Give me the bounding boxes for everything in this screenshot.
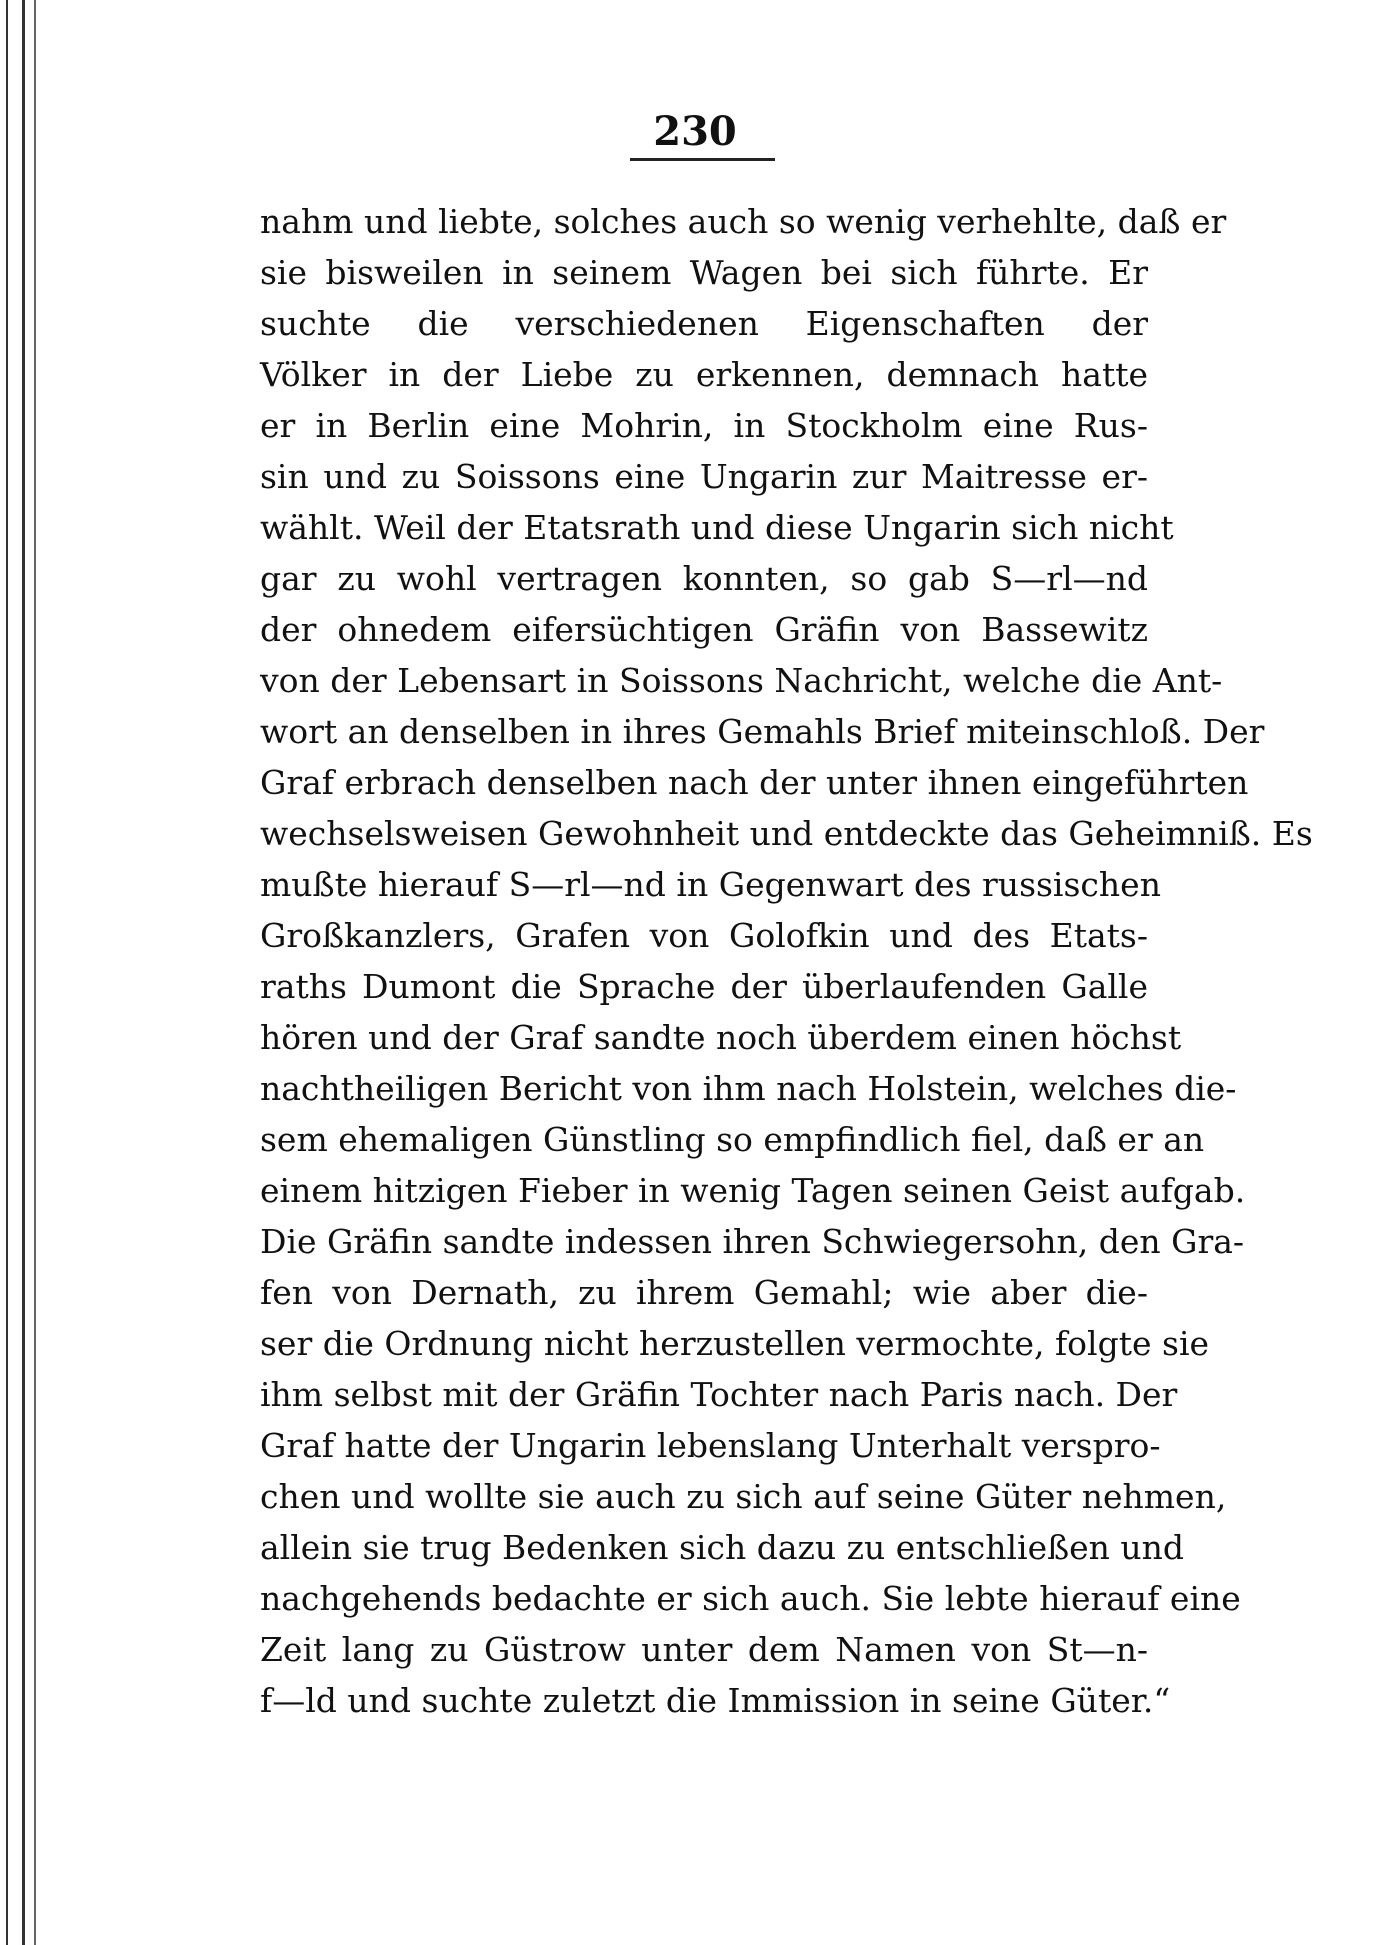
text-line: raths Dumont die Sprache der überlaufenden Galle [260, 967, 1148, 1006]
text-line: nahm und liebte, solches auch so wenig verhehlte, daß er [260, 202, 1227, 241]
text-line: sin und zu Soissons eine Ungarin zur Maitresse er- [260, 457, 1148, 496]
text-line: sem ehemaligen Günstling so empfindlich fiel, daß er an [260, 1120, 1205, 1159]
text-line: der ohnedem eifersüchtigen Gräfin von Bassewitz [260, 610, 1148, 649]
text-line: Zeit lang zu Güstrow unter dem Namen von St—n- [260, 1630, 1148, 1669]
text-line: chen und wollte sie auch zu sich auf seine Güter nehmen, [260, 1477, 1227, 1516]
text-line: von der Lebensart in Soissons Nachricht, welche die Ant- [260, 661, 1223, 700]
text-line: einem hitzigen Fieber in wenig Tagen seinen Geist aufgab. [260, 1171, 1246, 1210]
text-line: Großkanzlers, Grafen von Golofkin und des Etats- [260, 916, 1148, 955]
text-line: ser die Ordnung nicht herzustellen vermochte, folgte sie [260, 1324, 1210, 1363]
text-line: wort an denselben in ihres Gemahls Brief miteinschloß. Der [260, 712, 1265, 751]
text-line: hören und der Graf sandte noch überdem einen höchst [260, 1018, 1182, 1057]
text-line: er in Berlin eine Mohrin, in Stockholm eine Rus- [260, 406, 1148, 445]
text-line: gar zu wohl vertragen konnten, so gab S—rl—nd [260, 559, 1148, 598]
text-line: Die Gräfin sandte indessen ihren Schwiegersohn, den Gra- [260, 1222, 1245, 1261]
text-line: allein sie trug Bedenken sich dazu zu entschließen und [260, 1528, 1185, 1567]
page-number-rule [630, 158, 775, 161]
text-line: nachtheiligen Bericht von ihm nach Holstein, welches die- [260, 1069, 1237, 1108]
text-line: Graf hatte der Ungarin lebenslang Unterhalt verspro- [260, 1426, 1161, 1465]
text-line: nachgehends bedachte er sich auch. Sie lebte hierauf eine [260, 1579, 1241, 1618]
text-line: Graf erbrach denselben nach der unter ihnen eingeführten [260, 763, 1249, 802]
scan-edge-line [6, 0, 8, 1945]
page-number: 230 [653, 108, 737, 155]
text-line: mußte hierauf S—rl—nd in Gegenwart des russischen [260, 865, 1161, 904]
text-line: Völker in der Liebe zu erkennen, demnach hatte [260, 355, 1148, 394]
text-line: fen von Dernath, zu ihrem Gemahl; wie aber die- [260, 1273, 1148, 1312]
scan-edge-line [34, 0, 36, 1945]
text-line: f—ld und suchte zuletzt die Immission in seine Güter.“ [260, 1681, 1171, 1720]
scan-edge-line [22, 0, 25, 1945]
text-line: suchte die verschiedenen Eigenschaften der [260, 304, 1148, 343]
text-line: wählt. Weil der Etatsrath und diese Ungarin sich nicht [260, 508, 1174, 547]
text-line: wechselsweisen Gewohnheit und entdeckte das Geheimniß. Es [260, 814, 1313, 853]
text-line: ihm selbst mit der Gräfin Tochter nach Paris nach. Der [260, 1375, 1178, 1414]
body-text [260, 196, 1313, 1726]
text-line: sie bisweilen in seinem Wagen bei sich führte. Er [260, 253, 1148, 292]
